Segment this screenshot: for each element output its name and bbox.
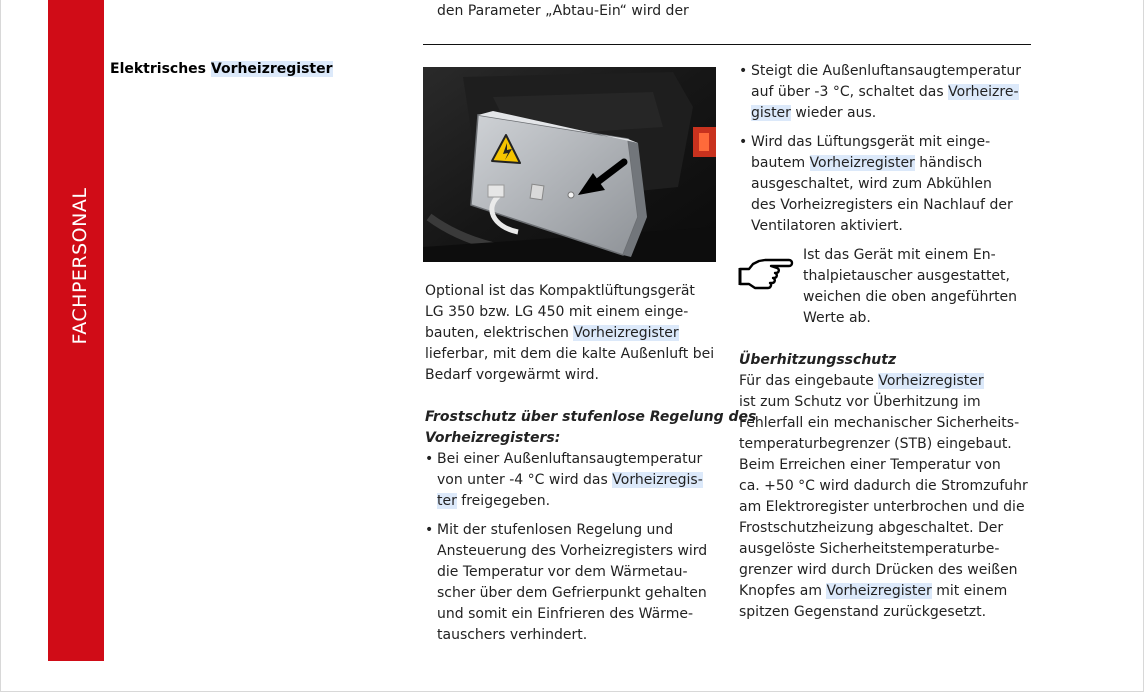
text-run: Knopfes am [739,583,827,599]
note-line: weichen die oben angeführten [803,289,1018,305]
frost-heading [425,407,757,449]
intro-line [425,323,725,344]
list-item [739,61,1039,124]
text-run: spitzen Gegenstand zurückgesetzt. [739,604,987,620]
text-run: von unter -4 °C wird das [437,472,613,488]
list-item [425,449,725,512]
highlighted-term: Vorheizregister [826,583,932,599]
bullet-line: scher über dem Gefrierpunkt gehalten [437,585,707,601]
bullet-line: die Temperatur vor dem Wärmetau- [437,564,688,580]
text-run: ist zum Schutz vor Überhitzung im [739,394,981,410]
intro-line [425,302,725,323]
bullet-line [437,491,725,512]
text-run: Fehlerfall ein mechanischer Sicherheits- [739,415,1020,431]
highlighted-term: Vorheizregister [809,155,915,171]
highlighted-term: gister [751,105,791,121]
text-run: grenzer wird durch Drücken des weißen [739,562,1018,578]
overheat-paragraph [739,371,1039,623]
text-run: lieferbar, mit dem die kalte Außenluft bei [425,346,715,362]
text-run: des Vorheizregisters ein Nachlauf der [751,197,1013,213]
bullet-line [751,174,1039,195]
overheat-line [739,434,1039,455]
note-line: Werte ab. [803,310,871,326]
bullet-dot: • [739,63,748,79]
bullet-line: tauschers verhindert. [437,627,588,643]
note-line: thalpietauscher ausgestattet, [803,268,1010,284]
pointing-hand-icon [737,255,795,302]
overheat-line [739,518,1039,539]
text-run: LG 350 bzw. LG 450 mit einem einge- [425,304,689,320]
top-fragment: den Parameter „Abtau-Ein“ wird der [437,3,689,19]
text-run: Optional ist das Kompaktlüftungsgerät [425,283,695,299]
heating-register-photo [423,67,716,262]
overheat-line [739,392,1039,413]
intro-paragraph [425,281,725,386]
bullet-dot: • [425,522,434,538]
bullet-line: Mit der stufenlosen Regelung und [437,522,674,538]
text-run: Frostschutzheizung abgeschaltet. Der [739,520,1004,536]
divider-rule [423,44,1031,45]
text-run: wieder aus. [790,105,877,121]
text-run: mit einem [931,583,1008,599]
overheat-line [739,581,1039,602]
text-run: Wird das Lüftungsgerät mit einge- [751,134,991,150]
bullet-line [751,103,1039,124]
bullet-dot: • [425,451,434,467]
overheat-line [739,497,1039,518]
text-run: am Elektroregister unterbrochen und die [739,499,1025,515]
highlighted-term: Vorheizregister [878,373,984,389]
bullet-line [437,449,725,470]
overheat-line [739,602,1039,623]
intro-line [425,281,725,302]
overheat-line [739,413,1039,434]
bullet-dot: • [739,134,748,150]
text-run: bautem [751,155,810,171]
highlighted-term: Vorheizregis- [612,472,703,488]
text-run: bauten, elektrischen [425,325,574,341]
text-run: Beim Erreichen einer Temperatur von [739,457,1001,473]
overheat-heading: Überhitzungsschutz [739,352,897,368]
note-line: Ist das Gerät mit einem En- [803,247,996,263]
sidebar-label: FACHPERSONAL [69,187,91,345]
overheat-line [739,560,1039,581]
text-run: ca. +50 °C wird dadurch die Stromzufuhr [739,478,1028,494]
overheat-line [739,371,1039,392]
text-run: Steigt die Außenluftansaugtemperatur [751,63,1022,79]
bullet-line [751,153,1039,174]
bullet-line [751,132,1039,153]
bullet-line [437,470,725,491]
bullet-line [751,82,1039,103]
bullet-line [751,195,1039,216]
text-run: auf über -3 °C, schaltet das [751,84,949,100]
highlighted-term: Vorheizregister [573,325,679,341]
text-run: ausgeschaltet, wird zum Abkühlen [751,176,992,192]
section-title [110,61,333,77]
text-run: Ventilatoren aktiviert. [751,218,903,234]
text-run: freigegeben. [456,493,551,509]
note-block [739,245,1039,329]
bullet-line: und somit ein Einfrieren des Wärme- [437,606,693,622]
frost-heading-line: Vorheizregisters: [425,430,561,446]
intro-line [425,344,725,365]
frost-heading-line: Frostschutz über stufenlose Regelung des [425,409,757,425]
text-run: händisch [914,155,983,171]
list-item [739,132,1039,237]
highlighted-term: Vorheizre- [948,84,1019,100]
bullet-line [751,216,1039,237]
bullet-line: Ansteuerung des Vorheizregisters wird [437,543,708,559]
list-item [425,520,725,646]
overheat-line [739,455,1039,476]
overheat-line [739,539,1039,560]
section-title-highlight: Vorheizregister [210,61,333,77]
text-run: Bedarf vorgewärmt wird. [425,367,599,383]
highlighted-term: ter [437,493,457,509]
text-run: ausgelöste Sicherheitstemperaturbe- [739,541,1000,557]
text-run: Bei einer Außenluftansaugtemperatur [437,451,703,467]
left-column [425,281,757,646]
intro-line [425,365,725,386]
section-title-prefix: Elektrisches [110,61,211,77]
text-run: temperaturbegrenzer (STB) eingebaut. [739,436,1012,452]
text-run: Für das eingebaute [739,373,879,389]
overheat-line [739,476,1039,497]
bullet-line [751,61,1039,82]
right-column [739,61,1039,623]
